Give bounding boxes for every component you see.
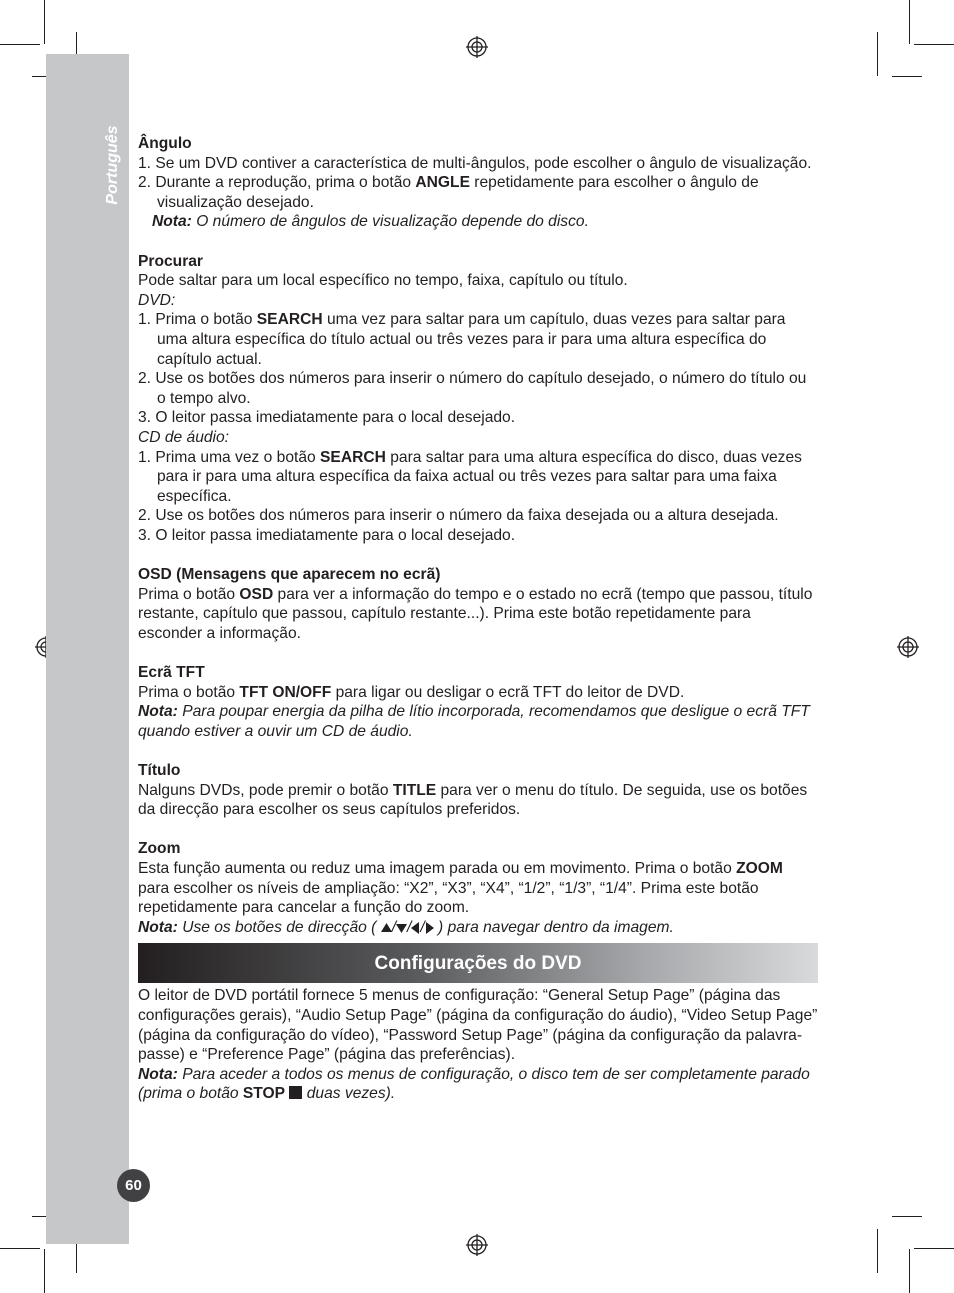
section-osd <box>138 565 818 643</box>
paragraph-text: para ver o menu do título. De seguida, use os botões da direcção para escolher os seus capítulos preferidos. <box>138 781 808 819</box>
paragraph-text: Esta função aumenta ou reduz uma imagem parada ou em movimento. Prima o botão <box>138 859 737 877</box>
note-label: Nota: <box>138 918 178 936</box>
crop-mark <box>877 1229 878 1273</box>
note-label: Nota: <box>152 213 192 231</box>
paragraph-text: para ligar ou desligar o ecrã TFT do leitor de DVD. <box>331 683 685 701</box>
note-text: O número de ângulos de visualização depende do disco. <box>191 213 589 231</box>
button-name: OSD <box>239 585 274 603</box>
dvd-steps <box>138 310 818 428</box>
item-text: 1. Prima uma vez o botão <box>138 448 321 466</box>
registration-mark-icon <box>466 1234 488 1256</box>
crop-mark <box>0 44 40 45</box>
item-text: 2. Durante a reprodução, prima o botão <box>138 174 416 192</box>
list-item <box>138 369 818 408</box>
right-arrow-icon <box>425 922 434 934</box>
section-search <box>138 252 818 546</box>
page-number: 60 <box>117 1169 150 1202</box>
section-zoom <box>138 839 818 937</box>
paragraph <box>138 859 818 918</box>
paragraph: Pode saltar para um local específico no tempo, faixa, capítulo ou título. <box>138 272 628 290</box>
section-title: Ângulo <box>138 135 192 152</box>
crop-mark <box>914 44 954 45</box>
page-content <box>138 134 818 1104</box>
note-label: Nota: <box>138 1065 178 1083</box>
separator: / <box>407 918 412 936</box>
subsection-label: DVD: <box>138 291 176 309</box>
section-title: Zoom <box>138 840 181 858</box>
note-text: duas vezes). <box>302 1085 396 1103</box>
button-name: SEARCH <box>256 311 323 329</box>
separator: / <box>420 918 425 936</box>
item-text: para saltar para uma altura específica do disco, duas vezes para ir para uma altura específica da faixa actual ou três vezes para saltar para uma faixa específica. <box>157 448 802 505</box>
separator: / <box>391 918 397 936</box>
note <box>138 1065 818 1104</box>
language-label: Português <box>104 125 121 205</box>
crop-mark <box>914 1248 954 1249</box>
paragraph <box>138 781 818 820</box>
note-text: ) para navegar dentro da imagem. <box>433 918 674 936</box>
registration-mark-icon <box>897 636 919 658</box>
paragraph: O leitor de DVD portátil fornece 5 menus de configuração: “General Setup Page” (página das configurações gerais), “Audio Setup Page” (página da configuração do áudio), “Video Setup Page” (página da configuração do vídeo), “Password Setup Page” (página da configuração da palavra-passe) e “Preference Page” (página das preferências). <box>138 987 818 1064</box>
list-item <box>138 448 818 507</box>
registration-mark-icon <box>466 36 488 58</box>
paragraph-text: para ver a informação do tempo e o estado no ecrã (tempo que passou, título restante, capítulo que passou, capítulo restante...). Prima este botão repetidamente para esconder a informação. <box>138 585 813 642</box>
note <box>138 702 818 741</box>
note-label: Nota: <box>138 703 178 721</box>
crop-mark <box>0 1248 40 1249</box>
paragraph <box>138 683 818 703</box>
section-title-menu <box>138 761 818 820</box>
crop-mark <box>44 1249 45 1293</box>
section-tft <box>138 663 818 741</box>
paragraph-text: Prima o botão <box>138 585 240 603</box>
section-banner: Configurações do DVD <box>138 943 818 983</box>
paragraph-text: Nalguns DVDs, pode premir o botão <box>138 781 393 799</box>
up-arrow-icon <box>381 923 392 933</box>
button-name: ZOOM <box>736 859 783 877</box>
angle-steps <box>138 154 818 213</box>
button-name: STOP <box>242 1085 286 1103</box>
list-item <box>138 526 818 546</box>
crop-mark <box>877 32 878 76</box>
crop-mark <box>44 0 45 44</box>
crop-mark <box>892 76 922 77</box>
item-text: 2. Use os botões dos números para inserir o número do capítulo desejado, o número do título ou o tempo alvo. <box>138 370 807 407</box>
note-text: Para aceder a todos os menus de configuração, o disco tem de ser completamente parado (prima o botão <box>138 1065 810 1103</box>
crop-mark <box>909 1249 910 1293</box>
item-text: 3. O leitor passa imediatamente para o local desejado. <box>138 409 516 427</box>
list-item <box>138 506 818 526</box>
crop-mark <box>909 0 910 44</box>
crop-mark <box>892 1216 922 1217</box>
item-text: 1. Prima o botão <box>138 311 257 329</box>
button-name: ANGLE <box>415 174 470 192</box>
paragraph <box>138 585 818 644</box>
stop-icon <box>289 1086 302 1099</box>
language-side-strip <box>46 54 129 1244</box>
section-angle <box>138 134 818 232</box>
note-text: Use os botões de direcção ( <box>177 918 381 936</box>
section-title: Procurar <box>138 252 204 270</box>
button-name: SEARCH <box>320 448 386 466</box>
note-text: Para poupar energia da pilha de lítio incorporada, recomendamos que desligue o ecrã TFT quando estiver a ouvir um CD de áudio. <box>138 703 810 740</box>
list-item <box>138 408 818 428</box>
item-text: 3. O leitor passa imediatamente para o local desejado. <box>138 526 516 544</box>
item-text: repetidamente para escolher o ângulo de visualização desejado. <box>157 174 759 211</box>
button-name: TFT ON/OFF <box>239 683 332 701</box>
note <box>138 918 818 938</box>
section-setup <box>138 986 818 1104</box>
item-text: 2. Use os botões dos números para inserir o número da faixa desejada ou a altura desejada. <box>138 507 779 525</box>
paragraph-text: para escolher os níveis de ampliação: “X2”, “X3”, “X4”, “1/2”, “1/3”, “1/4”. Prima este botão repetidamente para cancelar a função do zoom. <box>138 879 759 917</box>
button-name: TITLE <box>392 781 437 799</box>
section-title: Ecrã TFT <box>138 664 205 682</box>
down-arrow-icon <box>396 923 407 933</box>
list-item <box>138 173 818 212</box>
subsection-label: CD de áudio: <box>138 428 230 446</box>
item-text: 1. Se um DVD contiver a característica de multi-ângulos, pode escolher o ângulo de visualização. <box>138 154 812 172</box>
note <box>138 212 818 232</box>
item-text: uma vez para saltar para um capítulo, duas vezes para saltar para uma altura específica do título actual ou três vezes para ir para uma altura específica do capítulo actual. <box>157 311 786 368</box>
section-title: OSD (Mensagens que aparecem no ecrã) <box>138 566 441 584</box>
cd-steps <box>138 448 818 546</box>
list-item <box>138 154 818 174</box>
list-item <box>138 310 818 369</box>
paragraph-text: Prima o botão <box>138 683 240 701</box>
section-title: Título <box>138 762 181 779</box>
